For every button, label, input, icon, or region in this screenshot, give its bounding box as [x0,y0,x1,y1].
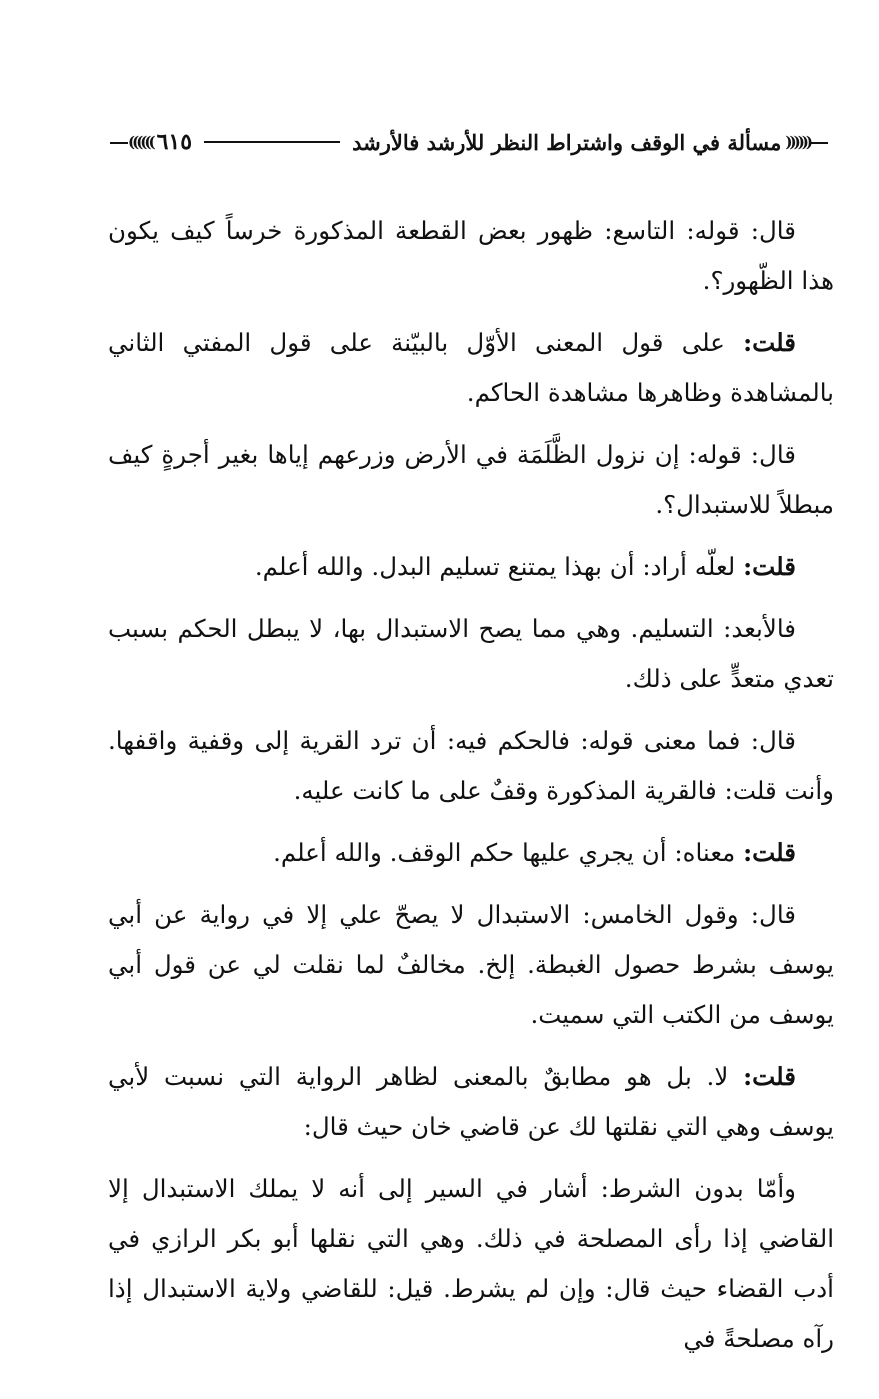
paragraph-text: لا. بل هو مطابقٌ بالمعنى لظاهر الرواية التي نسبت لأبي يوسف وهي التي نقلتها لك عن قاضي خان حيث قال: [108,1062,834,1141]
paragraph-text: لعلّه أراد: أن بهذا يمتنع تسليم البدل. والله أعلم. [254,552,736,581]
header-rule [204,141,340,143]
header-ornament-left: )))))) [110,133,153,151]
paragraph-text: قال: قوله: إن نزول الظَّلَمَة في الأرض وزرعهم إياها بغير أجرةٍ كيف مبطلاً للاستبدال؟. [108,440,834,519]
paragraph [108,542,834,592]
page-number: ٦١٥ [156,129,193,155]
paragraph-text: قال: قوله: التاسع: ظهور بعض القطعة المذكورة خرساً كيف يكون هذا الظّهور؟. [108,216,834,295]
paragraph [108,828,834,878]
paragraph-text: فالأبعد: التسليم. وهي مما يصح الاستبدال بها، لا يبطل الحكم بسبب تعدي متعدٍّ على ذلك. [108,614,834,693]
paragraph [108,318,834,418]
paragraph-text: معناه: أن يجري عليها حكم الوقف. والله أعلم. [273,838,736,867]
paragraph [108,1164,834,1364]
paragraph-label: قلت: [743,552,796,581]
paragraph [108,206,834,306]
paragraph-label: قلت: [743,328,797,357]
paragraph [108,890,834,1040]
header-title: مسألة في الوقف واشتراط النظر للأرشد فالأرشد [352,129,782,155]
paragraph [108,716,834,816]
paragraph-text: قال: فما معنى قوله: فالحكم فيه: أن ترد القرية إلى وقفية واقفها. وأنت قلت: فالقرية المذكورة وقفٌ على ما كانت عليه. [108,726,834,805]
body-text [108,206,834,1376]
paragraph [108,1052,834,1152]
paragraph-text: قال: وقول الخامس: الاستبدال لا يصحّ علي إلا في رواية عن أبي يوسف بشرط حصول الغبطة. إلخ. مخالفٌ لما نقلت لي عن قول أبي يوسف من الكتب التي سميت. [108,900,834,1029]
paragraph-label: قلت: [743,1062,796,1091]
paragraph [108,604,834,704]
paragraph-text: وأمّا بدون الشرط: أشار في السير إلى أنه لا يملك الاستبدال إلا القاضي إذا رأى المصلحة في ذلك. وهي التي نقلها أبو بكر الرازي في أدب القضاء حيث قال: وإن لم يشرط. قيل: للقاضي ولاية الاستبدال إذا رآه مصلحةً في [108,1174,834,1353]
running-header [110,124,828,160]
paragraph-text: على قول المعنى الأوّل بالبيّنة على قول المفتي الثاني بالمشاهدة وظاهرها مشاهدة الحاكم. [108,328,834,407]
paragraph-label: قلت: [743,838,796,867]
header-ornament-right: (((((( [785,133,828,151]
paragraph [108,430,834,530]
